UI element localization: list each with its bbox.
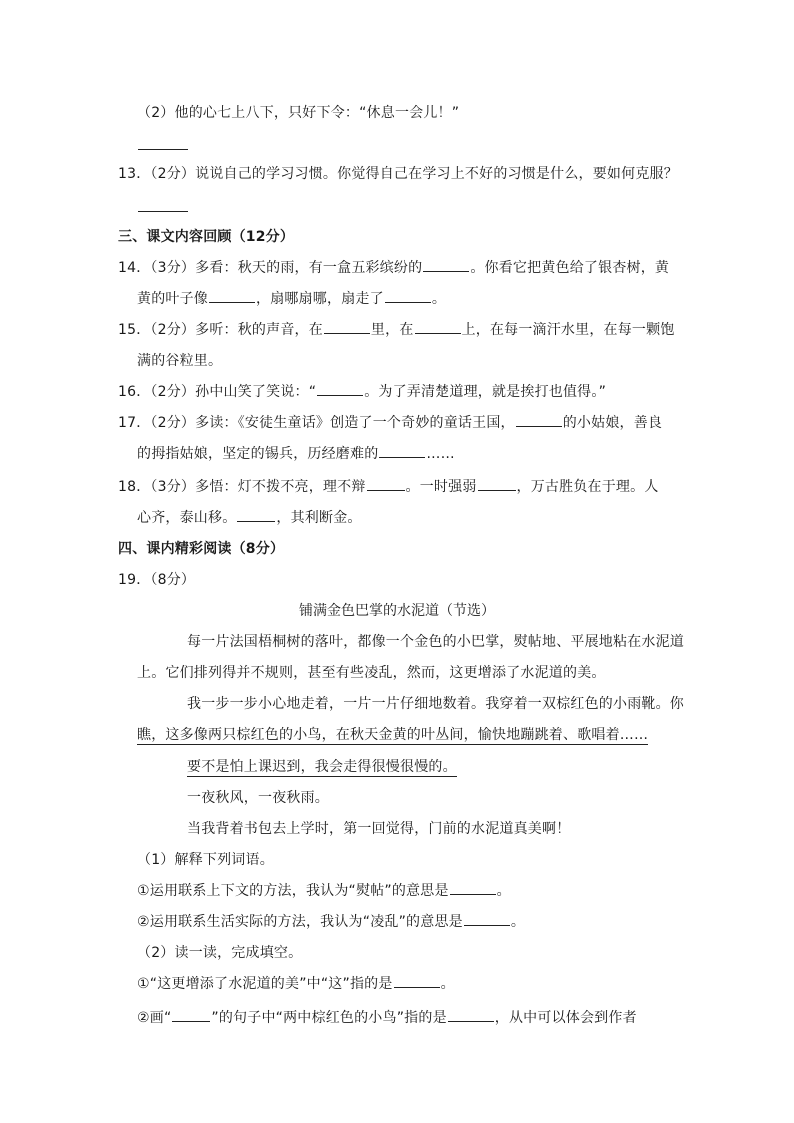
- question-18-line1: 18．（3分）多悟：灯不拨不亮，理不辩 。一时强弱 ，万古胜负在于理。人: [118, 479, 659, 495]
- fill-blank: [450, 881, 496, 895]
- passage-paragraph-2-line1: 我一步一步小心地走着，一片一片仔细地数着。我穿着一双棕红色的小雨靴。你: [187, 696, 684, 712]
- passage-paragraph-3: [187, 757, 457, 777]
- question-14-line2: 黄的叶子像 ，扇哪扇哪，扇走了 。: [137, 291, 447, 307]
- underlined-sentence: 瞧，这多像两只棕红色的小鸟，在秋天金黄的叶丛间，愉快地蹦跳着、歌唱着……: [137, 727, 649, 743]
- fill-blank: [448, 1008, 494, 1022]
- underlined-sentence: 要不是怕上课迟到，我会走得很慢很慢的。: [187, 759, 457, 775]
- fill-blank: [317, 382, 363, 396]
- question-12-2: （2）他的心七上八下，只好下令：“休息一会儿！”: [137, 105, 460, 121]
- answer-blank-12-2: [138, 149, 188, 150]
- passage-paragraph-5: 当我背着书包去上学时，第一回觉得，门前的水泥道真美啊！: [187, 821, 571, 837]
- question-17-line2: 的拇指姑娘，坚定的锡兵，历经磨难的 ……: [137, 446, 455, 462]
- question-14-line1: 14．（3分）多看：秋天的雨，有一盒五彩缤纷的 。你看它把黄色给了银杏树，黄: [118, 260, 670, 276]
- passage-title: 铺满金色巴掌的水泥道（节选）: [299, 603, 495, 619]
- sub-question-2: （2）读一读，完成填空。: [137, 945, 303, 961]
- fill-blank: [209, 289, 255, 303]
- fill-blank: [237, 508, 275, 522]
- answer-blank-13: [138, 211, 188, 212]
- question-15-line2: 满的谷粒里。: [137, 353, 223, 369]
- section-4-heading: 四、课内精彩阅读（8分）: [118, 541, 285, 557]
- sub-question-2-2: ②画“ ”的句子中“两中棕红色的小鸟”指的是 ，从中可以体会到作者: [137, 1010, 637, 1026]
- fill-blank: [464, 912, 510, 926]
- fill-blank: [415, 320, 461, 334]
- fill-blank: [379, 444, 425, 458]
- section-3-heading: 三、课文内容回顾（12分）: [118, 229, 295, 245]
- fill-blank: [516, 413, 562, 427]
- question-17-line1: 17．（2分）多读：《安徒生童话》创造了一个奇妙的童话王国， 的小姑娘，善良: [118, 415, 663, 431]
- sub-question-1-2: ②运用联系生活实际的方法，我认为“凌乱”的意思是 。: [137, 914, 526, 930]
- sub-question-1-1: ①运用联系上下文的方法，我认为“熨帖”的意思是 。: [137, 883, 511, 899]
- question-19: 19．（8分）: [118, 572, 196, 588]
- question-16: 16．（2分）孙中山笑了笑说：“ 。为了弄清楚道理，就是挨打也值得。”: [118, 384, 607, 400]
- fill-blank: [172, 1008, 210, 1022]
- fill-blank: [367, 477, 405, 491]
- sub-question-1: （1）解释下列词语。: [137, 852, 274, 868]
- passage-paragraph-1-line1: 每一片法国梧桐树的落叶，都像一个金色的小巴掌，熨帖地、平展地粘在水泥道: [187, 634, 684, 650]
- question-18-line2: 心齐，泰山移。 ，其利断金。: [137, 510, 362, 526]
- passage-paragraph-1-line2: 上。它们排列得并不规则，甚至有些凌乱，然而，这更增添了水泥道的美。: [137, 665, 606, 681]
- fill-blank: [394, 974, 440, 988]
- fill-blank: [478, 477, 516, 491]
- fill-blank: [324, 320, 370, 334]
- passage-paragraph-2-line2: [137, 725, 648, 745]
- fill-blank: [423, 258, 469, 272]
- question-15-line1: 15．（2分）多听：秋的声音，在 里，在 上，在每一滴汗水里，在每一颗饱: [118, 322, 675, 338]
- passage-paragraph-4: 一夜秋风，一夜秋雨。: [187, 790, 329, 806]
- question-13: 13．（2分）说说自己的学习习惯。你觉得自己在学习上不好的习惯是什么，要如何克服？: [118, 166, 678, 182]
- fill-blank: [385, 289, 431, 303]
- sub-question-2-1: ①“这更增添了水泥道的美”中“这”指的是 。: [137, 976, 455, 992]
